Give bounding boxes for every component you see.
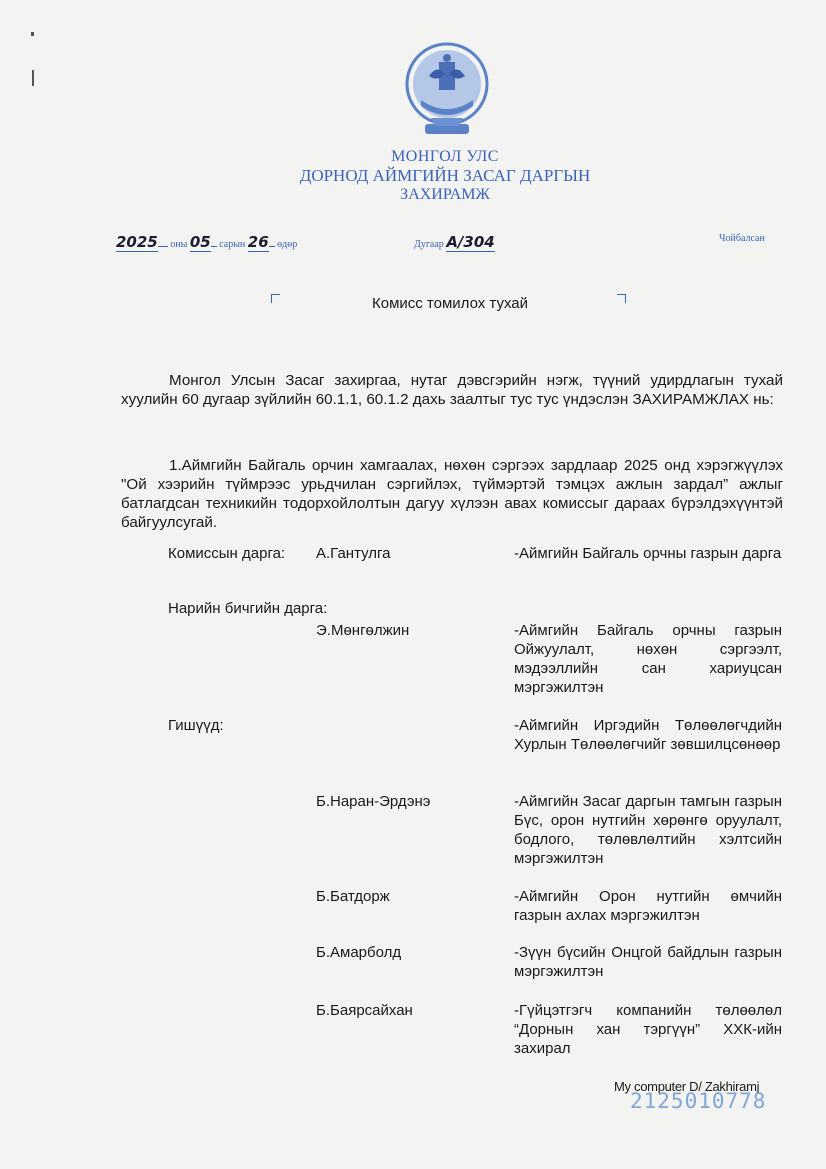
member-name: Б.Баярсайхан <box>316 1002 413 1019</box>
members-role: Гишүүд: <box>168 717 224 734</box>
member-name: Б.Наран-Эрдэнэ <box>316 793 431 810</box>
punch-mark <box>32 70 34 86</box>
place-field: Чойбалсан <box>719 233 765 244</box>
member-position: -Аймгийн Засаг даргын тамгын газрын Бүс, орон нутгийн хөрөнгө оруулалт, бодлого, төлөвлөлтийн хэлтсийн мэргэжилтэн <box>514 793 782 867</box>
document-title: Комисс томилох тухай <box>371 295 529 312</box>
date-day-suffix: өдөр <box>277 239 298 250</box>
chair-name: А.Гантулга <box>316 545 391 562</box>
header-authority: ДОРНОД АЙМГИЙН ЗАСАГ ДАРГЫН <box>299 166 591 185</box>
member-position: -Зүүн бүсийн Онцгой байдлын газрын мэргэжилтэн <box>514 944 782 980</box>
number-field <box>414 233 495 252</box>
member-name: Б.Амарболд <box>316 944 402 961</box>
chair-role: Комиссын дарга: <box>168 545 286 562</box>
number-label: Дугаар <box>414 239 444 250</box>
header-doc-type: ЗАХИРАМЖ <box>400 186 490 203</box>
secretary-name: Э.Мөнгөлжин <box>316 622 410 639</box>
secretary-position: -Аймгийн Байгаль орчны газрын Ойжуулалт, нөхөн сэргээлт, мэдээллийн сан хариуцсан мэргэжилтэн <box>514 622 782 696</box>
date-month: 05 <box>189 233 211 251</box>
date-field <box>116 233 297 252</box>
member-position: -Аймгийн Иргэдийн Төлөөлөгчдийн Хурлын Төлөөлөгчийг зөвшилцсөнөөр <box>514 717 782 753</box>
title-bracket-right <box>617 294 626 303</box>
paragraph-legal-basis: Монгол Улсын Засаг захиргаа, нутаг дэвсгэрийн нэгж, түүний удирдлагын тухай хуулийн 60 дугаар зүйлийн 60.1.1, 60.1.2 дахь заалтыг тус тус үндэслэн ЗАХИРАМЖЛАХ нь: <box>121 372 783 408</box>
member-name: Б.Батдорж <box>316 888 390 905</box>
punch-mark <box>31 32 34 36</box>
state-emblem-icon <box>401 40 493 140</box>
registration-stamp-number: 2125010778 <box>630 1089 767 1113</box>
file-path-label: My computer D/ Zakhiramj <box>614 1079 760 1094</box>
header-country: МОНГОЛ УЛС <box>391 148 499 165</box>
date-month-suffix: сарын <box>219 239 246 250</box>
chair-position: -Аймгийн Байгаль орчны газрын дарга <box>514 545 782 562</box>
title-bracket-left <box>271 294 280 303</box>
date-year: 2025 <box>116 233 158 251</box>
secretary-role: Нарийн бичгийн дарга: <box>168 600 328 617</box>
date-day: 26 <box>247 233 269 251</box>
date-year-suffix: оны <box>170 239 188 250</box>
member-position: -Аймгийн Орон нутгийн өмчийн газрын ахлах мэргэжилтэн <box>514 888 782 924</box>
member-position: -Гүйцэтгэгч компанийн төлөөлөл “Дорнын хан тэргүүн” ХХК-ийн захирал <box>514 1002 782 1057</box>
paragraph-decision-1: 1.Аймгийн Байгаль орчин хамгаалах, нөхөн сэргээх зардлаар 2025 онд хэрэгжүүлэх "Ой хээрийн түймрээс урьдчилан сэргийлэх, түймэртэй тэмцэх ажлын зардал” ажлыг батлагдсан техникийн тодорхойлолтын дагуу хүлээн авах комиссыг дараах бүрэлдэхүүнтэй байгуулсугай. <box>121 457 783 531</box>
document-number: А/304 <box>446 233 495 251</box>
